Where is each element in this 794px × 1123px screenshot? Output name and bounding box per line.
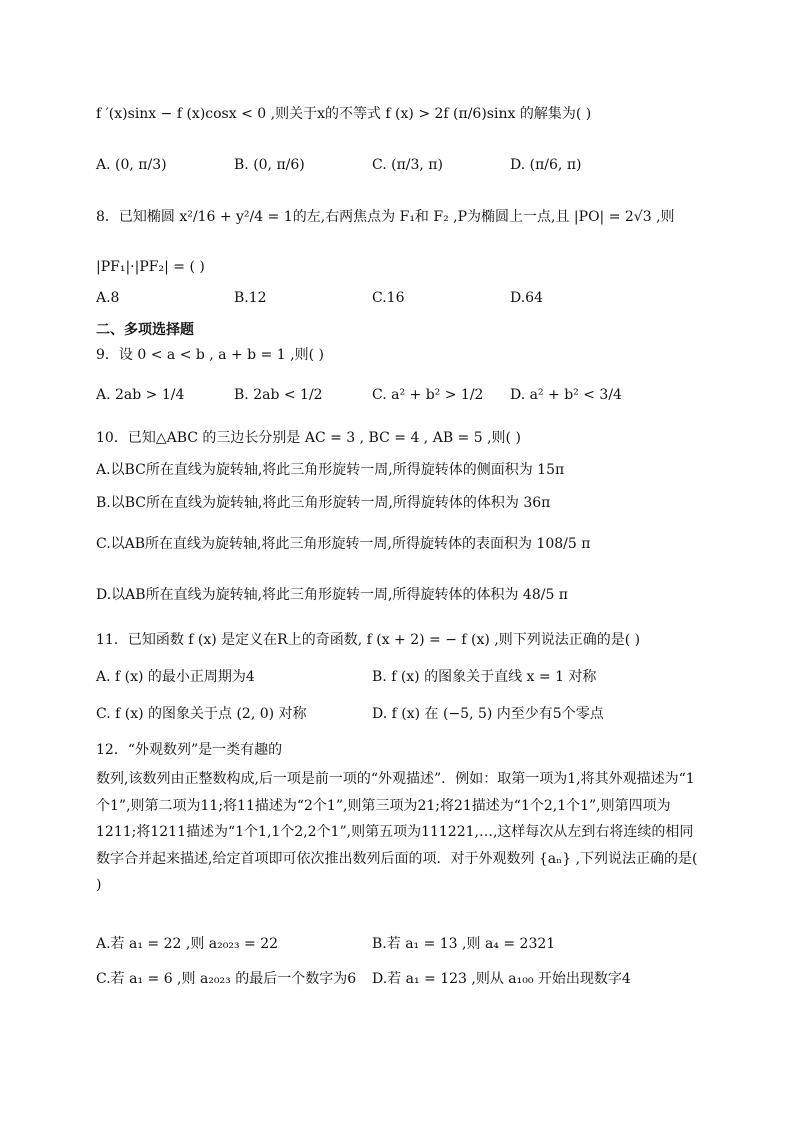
q9-option-b: B. 2ab < 1/2 — [234, 387, 323, 403]
q8-option-c: C.16 — [372, 290, 405, 306]
section-heading-multiple-choice: 二、多项选择题 — [96, 322, 194, 338]
q10-option-c: C.以AB所在直线为旋转轴,将此三角形旋转一周,所得旋转体的表面积为 108/5 π — [96, 536, 591, 552]
q9-option-c: C. a² + b² > 1/2 — [372, 387, 484, 403]
q7-option-d: D. (π/6, π) — [510, 157, 582, 173]
q8-option-d: D.64 — [510, 290, 543, 306]
q8-stem-line2: |PF₁|·|PF₂| = ( ) — [96, 259, 205, 275]
q12-option-a: A.若 a₁ = 22 ,则 a₂₀₂₃ = 22 — [96, 936, 279, 952]
q10-option-a: A.以BC所在直线为旋转轴,将此三角形旋转一周,所得旋转体的侧面积为 15π — [96, 462, 565, 478]
q7-option-b: B. (0, π/6) — [234, 157, 305, 173]
q11-option-c: C. f (x) 的图象关于点 (2, 0) 对称 — [96, 706, 307, 722]
q7-option-c: C. (π/3, π) — [372, 157, 443, 173]
q12-option-c: C.若 a₁ = 6 ,则 a₂₀₂₃ 的最后一个数字为6 — [96, 971, 357, 987]
q11-option-a: A. f (x) 的最小正周期为4 — [96, 669, 255, 685]
q10-option-d: D.以AB所在直线为旋转轴,将此三角形旋转一周,所得旋转体的体积为 48/5 π — [96, 587, 569, 603]
q12-option-d: D.若 a₁ = 123 ,则从 a₁₀₀ 开始出现数字4 — [372, 971, 631, 987]
q7-stem-continuation: f ′(x)sinx − f (x)cosx < 0 ,则关于x的不等式 f (x) > 2f (π/6)sinx 的解集为( ) — [96, 106, 592, 122]
q11-stem: 11．已知函数 f (x) 是定义在R上的奇函数, f (x + 2) = − f (x) ,则下列说法正确的是( ) — [96, 632, 641, 648]
q9-option-d: D. a² + b² < 3/4 — [510, 387, 622, 403]
q7-option-a: A. (0, π/3) — [96, 157, 167, 173]
q8-option-a: A.8 — [96, 290, 120, 306]
q8-option-b: B.12 — [234, 290, 267, 306]
q12-paragraph: 数列,该数列由正整数构成,后一项是前一项的“外观描述”．例如：取第一项为1,将其外观描述为“1个1”,则第二项为11;将11描述为“2个1”,则第三项为21;将21描述为“1个2,1个1”,则第四项为1211;将1211描述为“1个1,1个2,2个1”,则第五项为111221,…,这样每次从左到右将连续的相同数字合并起来描述,给定首项即可依次推出数列后面的项．对于外观数列 {aₙ} ,下列说法正确的是( ) — [96, 771, 698, 893]
q10-stem: 10．已知△ABC 的三边长分别是 AC = 3 , BC = 4 , AB = 5 ,则( ) — [96, 430, 521, 446]
q9-stem: 9．设 0 < a < b , a + b = 1 ,则( ) — [96, 347, 324, 363]
q8-stem-line1: 8．已知椭圆 x²/16 + y²/4 = 1的左,右两焦点为 F₁和 F₂ ,P为椭圆上一点,且 |PO| = 2√3 ,则 — [96, 209, 675, 225]
q12-option-b: B.若 a₁ = 13 ,则 a₄ = 2321 — [372, 936, 556, 952]
q9-option-a: A. 2ab > 1/4 — [96, 387, 185, 403]
q12-stem-line1: 12．“外观数列”是一类有趣的 — [96, 742, 283, 758]
q11-option-d: D. f (x) 在 (−5, 5) 内至少有5个零点 — [372, 706, 604, 722]
q10-option-b: B.以BC所在直线为旋转轴,将此三角形旋转一周,所得旋转体的体积为 36π — [96, 495, 551, 511]
q11-option-b: B. f (x) 的图象关于直线 x = 1 对称 — [372, 669, 597, 685]
